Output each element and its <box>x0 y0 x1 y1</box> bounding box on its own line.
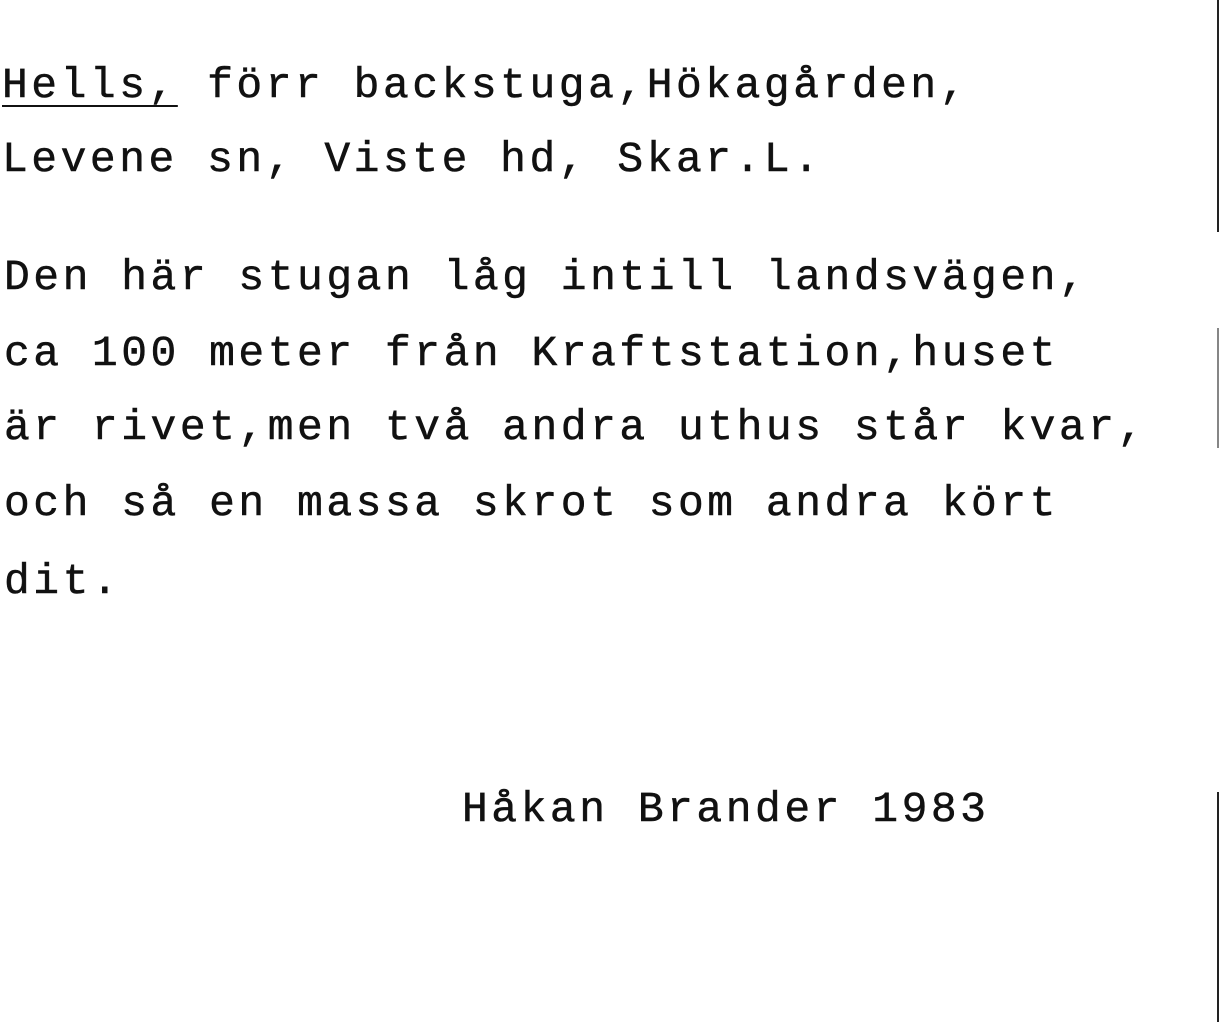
body-line-2: ca 100 meter från Kraftstation,huset <box>4 329 1059 378</box>
body-line-5: dit. <box>4 557 122 606</box>
body-line-4: och så en massa skrot som andra kört <box>4 479 1059 528</box>
body-line-3: är rivet,men två andra uthus står kvar, <box>4 403 1147 452</box>
scan-edge-line <box>1217 0 1219 232</box>
heading-line-1-rest: förr backstuga,Hökagården, <box>177 61 970 110</box>
scan-edge-line <box>1217 328 1219 448</box>
place-name: Hells, <box>2 61 178 110</box>
signature: Håkan Brander 1983 <box>462 785 990 834</box>
scan-edge-line <box>1217 792 1219 1022</box>
body-line-1: Den här stugan låg intill landsvägen, <box>4 253 1089 302</box>
heading-line-1 <box>2 61 970 110</box>
heading-line-2: Levene sn, Viste hd, Skar.L. <box>2 135 823 184</box>
